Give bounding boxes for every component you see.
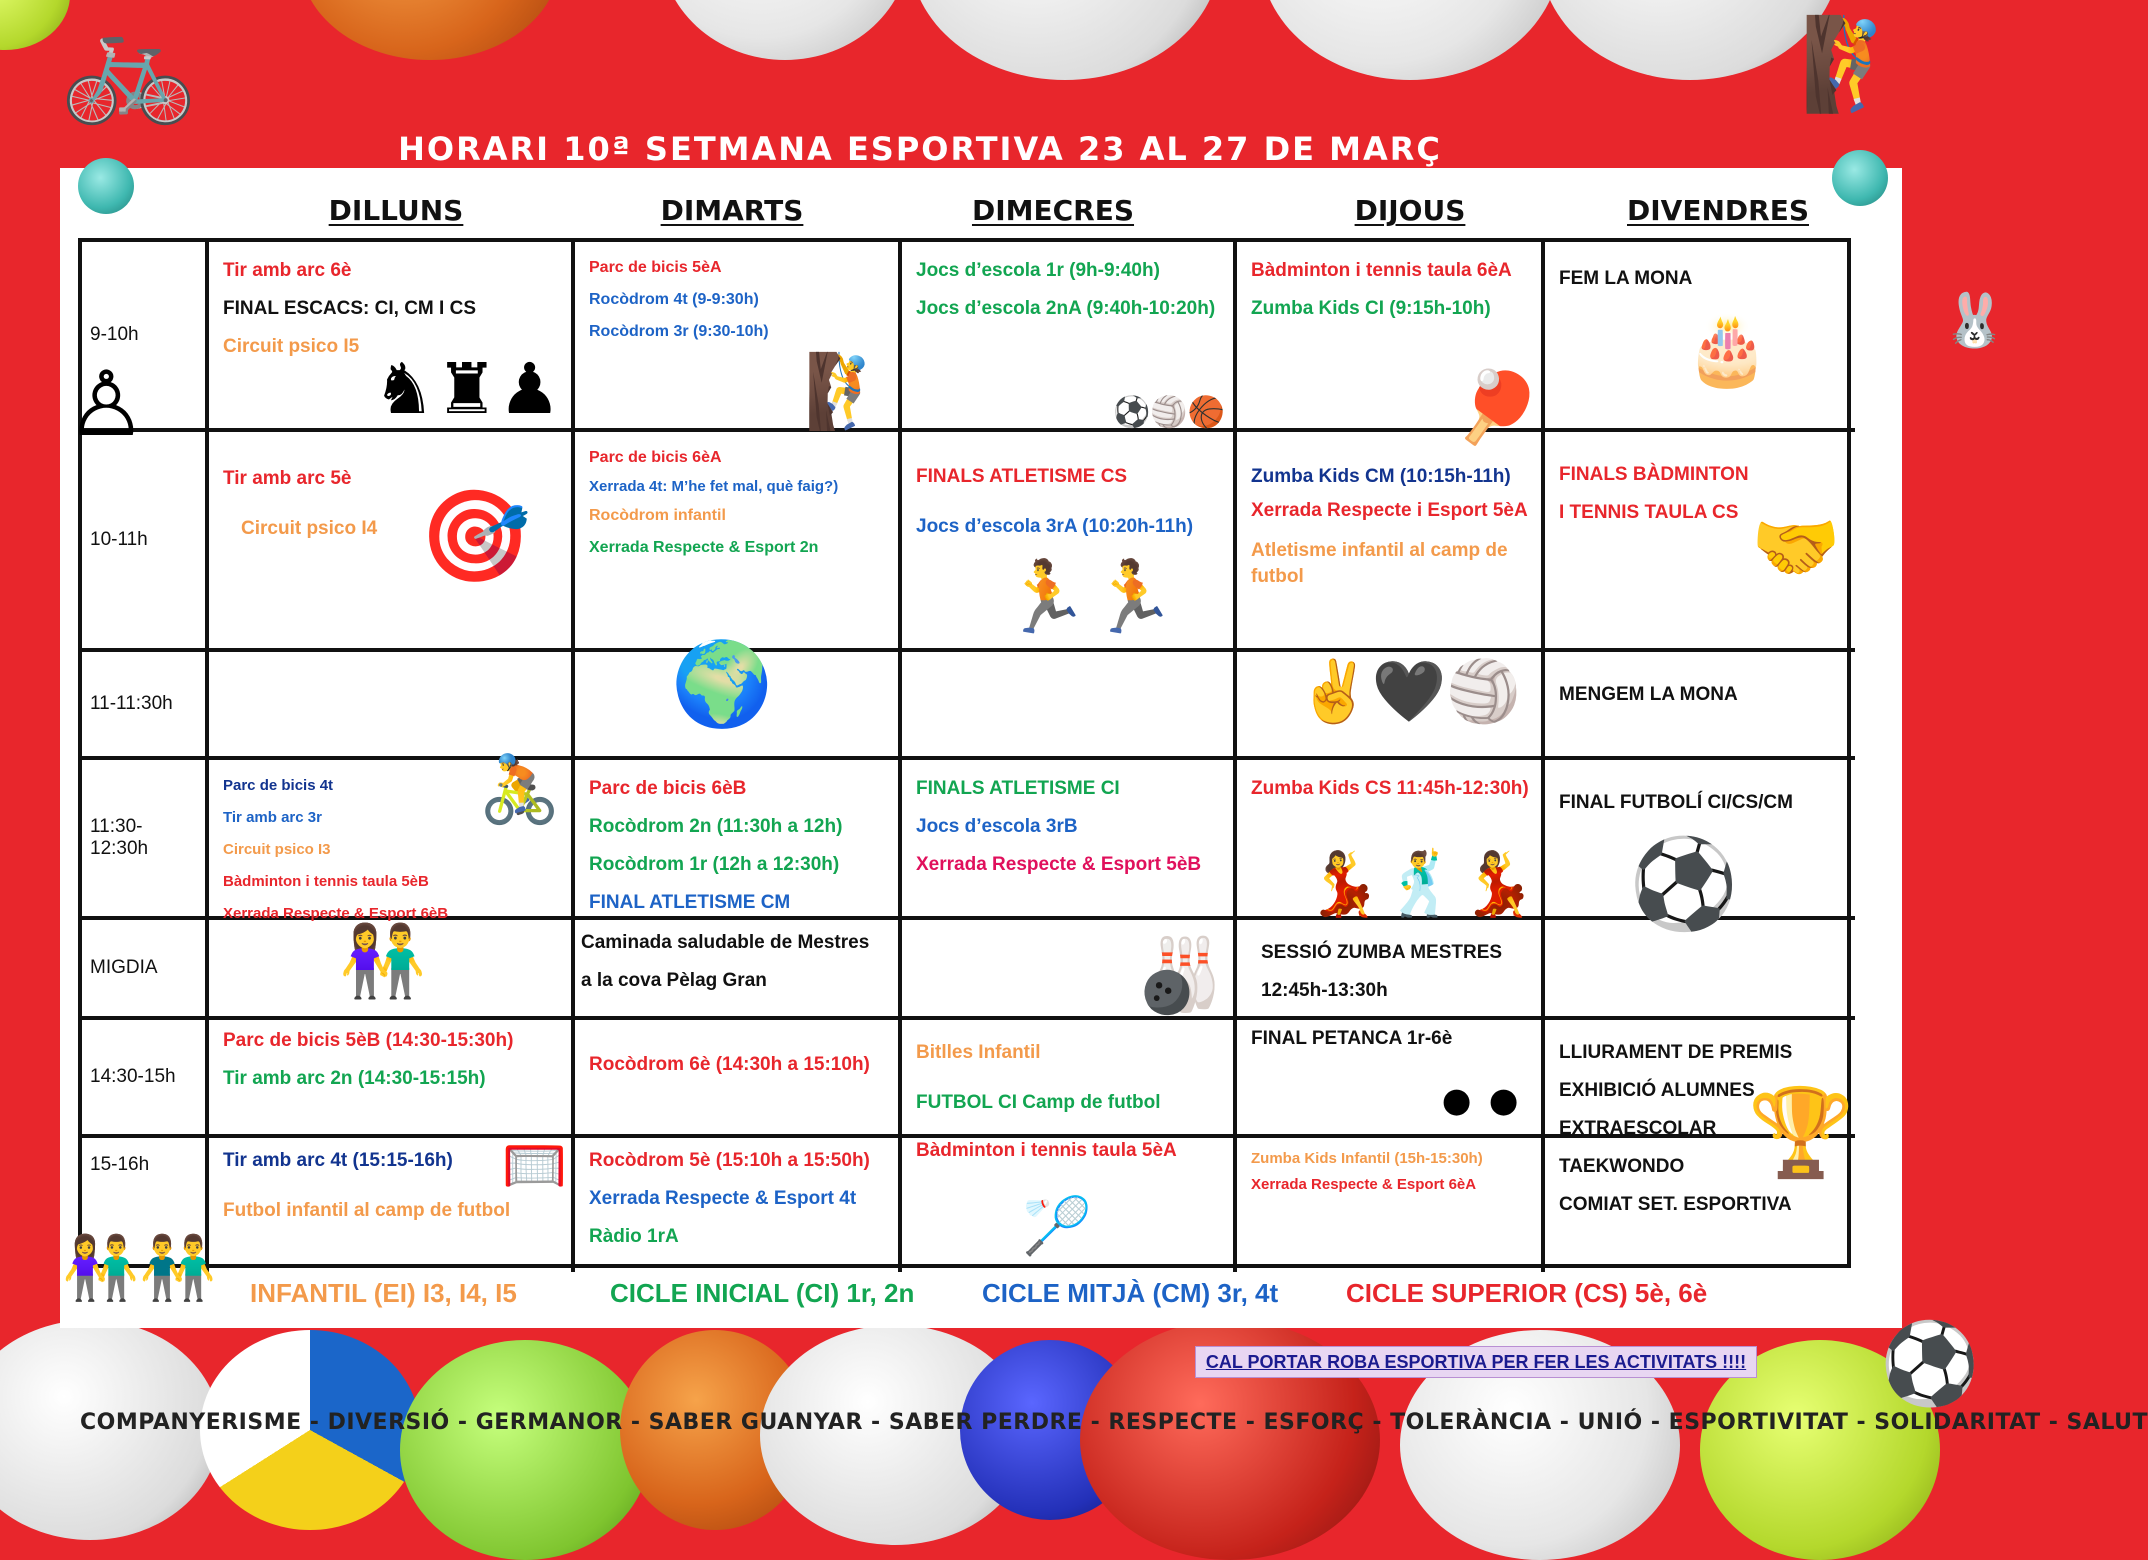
activity: Bàdminton i tennis taula 6èA	[1251, 260, 1512, 281]
activity: Rocòdrom 2n (11:30h a 12h)	[589, 816, 843, 837]
globe-hands-icon: 🌍	[671, 639, 774, 730]
activity: Tir amb arc 5è	[223, 468, 352, 489]
activity: EXHIBICIÓ ALUMNES	[1559, 1080, 1755, 1101]
cell-friday-10	[1545, 432, 1855, 652]
cycling-kids-icon: 🚲	[60, 3, 197, 126]
time-slot: 15-16h	[82, 1138, 209, 1272]
activity: Zumba Kids CS 11:45h-12:30h)	[1251, 778, 1529, 799]
bowling-icon: 🎳	[1135, 936, 1225, 1016]
legend	[250, 1278, 1810, 1318]
chess-icon: ♞♜♟	[372, 350, 561, 428]
activity: SESSIÓ ZUMBA MESTRES	[1261, 942, 1503, 963]
ping-pong-icon: 🏓	[1453, 368, 1541, 446]
activity: Xerrada Respecte & Esport 5èB	[916, 854, 1202, 875]
zumba-icon: 💃🕺💃	[1305, 850, 1537, 919]
cell-wednesday-11	[902, 652, 1237, 760]
time-slot: MIGDIA	[82, 920, 209, 1020]
goal-icon: 🥅	[502, 1137, 567, 1195]
cell-wednesday-15	[902, 1138, 1237, 1272]
activity: Futbol infantil al camp de futbol	[223, 1200, 511, 1221]
foosball-icon: ⚽	[1629, 834, 1739, 933]
baseball-decoration	[660, 0, 910, 60]
activity: Tir amb arc 2n (14:30-15:15h)	[223, 1068, 486, 1089]
activity: Xerrada Respecte i Esport 5èA	[1251, 500, 1528, 521]
activity: Bàdminton i tennis taula 5èA	[916, 1140, 1177, 1161]
cell-friday-9	[1545, 242, 1855, 432]
legend-cicle-superior: CICLE SUPERIOR (CS) 5è, 6è	[1346, 1278, 1708, 1308]
cell-thursday-1130	[1237, 760, 1545, 920]
activity: FINAL ATLETISME CM	[589, 892, 791, 913]
cell-thursday-10	[1237, 432, 1545, 652]
cell-wednesday-10	[902, 432, 1237, 652]
activity: Tir amb arc 6è	[223, 260, 352, 281]
cell-wednesday-9	[902, 242, 1237, 432]
cell-friday-1430	[1545, 1020, 1855, 1215]
activity: a la cova Pèlag Gran	[581, 970, 767, 991]
cycling-kids-icon: 🚴	[478, 752, 561, 826]
activity: Parc de bicis 4t	[223, 777, 334, 794]
cell-monday-migdia	[209, 920, 575, 1020]
cell-wednesday-1130	[902, 760, 1237, 920]
activity: I TENNIS TAULA CS	[1559, 502, 1739, 523]
activity: TAEKWONDO	[1559, 1156, 1685, 1177]
baseball-decoration	[1260, 0, 1560, 80]
cell-monday-1430	[209, 1020, 575, 1138]
cell-thursday-1430	[1237, 1020, 1545, 1138]
activity: 12:45h-13:30h	[1261, 980, 1388, 1001]
day-header-wednesday: DIMECRES	[971, 194, 1135, 227]
activity: Zumba Kids CM (10:15h-11h)	[1251, 466, 1511, 487]
cake-icon: 🎂	[1685, 312, 1770, 388]
climber-icon: 🧗	[1800, 15, 1913, 115]
cell-friday-migdia	[1545, 920, 1855, 1020]
cell-wednesday-migdia	[902, 920, 1237, 1020]
page-title: HORARI 10ª SETMANA ESPORTIVA 23 AL 27 DE MARÇ	[398, 130, 1442, 168]
chess-pawn-icon: ♙	[66, 355, 147, 455]
activity: FINALS BÀDMINTON	[1559, 464, 1749, 485]
activity: FINALS ATLETISME CI	[916, 778, 1120, 799]
cell-monday-9	[209, 242, 575, 432]
activity: FINAL PETANCA 1r-6è	[1251, 1028, 1453, 1049]
activity: Parc de bicis 6èA	[589, 449, 722, 466]
activity: Circuit psico I3	[223, 841, 331, 858]
activity: FUTBOL CI Camp de futbol	[916, 1092, 1161, 1113]
tennis-ball-decoration	[400, 1340, 650, 1560]
activity: Circuit psico I4	[241, 518, 378, 539]
volleyball-decoration	[910, 0, 1220, 80]
day-header-monday: DILLUNS	[328, 194, 464, 227]
time-slot: 11:30-12:30h	[82, 760, 209, 920]
kids-circle-icon: 👫👬	[62, 1234, 217, 1303]
day-header-tuesday: DIMARTS	[660, 194, 804, 227]
activity: FINAL ESCACS: CI, CM I CS	[223, 298, 476, 319]
cell-tuesday-15	[575, 1138, 902, 1272]
activity: FINAL FUTBOLÍ CI/CS/CM	[1559, 792, 1793, 813]
soccer-ball-splash-icon: ⚽	[1880, 1319, 1980, 1408]
activity: Xerrada Respecte & Esport 6èA	[1251, 1176, 1477, 1193]
notice-banner: CAL PORTAR ROBA ESPORTIVA PER FER LES ACTIVITATS !!!!	[1195, 1346, 1757, 1378]
cell-thursday-11	[1237, 652, 1545, 760]
friends-icon: 👫	[339, 922, 427, 1000]
cell-tuesday-1430	[575, 1020, 902, 1138]
cell-wednesday-1430	[902, 1020, 1237, 1138]
activity: Bitlles Infantil	[916, 1042, 1041, 1063]
activity: Caminada saludable de Mestres	[581, 932, 870, 953]
activity: Parc de bicis 5èA	[589, 259, 722, 276]
handshake-heart-icon: 🤝	[1751, 508, 1841, 588]
time-slot: 10-11h	[82, 432, 209, 652]
activity: Rocòdrom infantil	[589, 507, 726, 524]
activity: Jocs d’escola 3rA (10:20h-11h)	[916, 516, 1194, 537]
cell-monday-15	[209, 1138, 575, 1272]
activity: Atletisme infantil al camp de futbol	[1251, 540, 1508, 587]
legend-cicle-inicial: CICLE INICIAL (CI) 1r, 2n	[610, 1278, 915, 1308]
activity: Xerrada Respecte & Esport 4t	[589, 1188, 857, 1209]
activity: MENGEM LA MONA	[1559, 684, 1738, 705]
activity: Xerrada 4t: M’he fet mal, què faig?)	[589, 478, 839, 495]
peace-love-volley-icon: ✌️🖤🏐	[1297, 658, 1522, 725]
cell-tuesday-10	[575, 432, 902, 652]
cell-tuesday-migdia	[575, 920, 902, 1020]
day-header-thursday: DIJOUS	[1354, 194, 1466, 227]
activity: Parc de bicis 5èB (14:30-15:30h)	[223, 1030, 514, 1051]
activity: Parc de bicis 6èB	[589, 778, 747, 799]
activity: Rocòdrom 5è (15:10h a 15:50h)	[589, 1150, 870, 1171]
legend-infantil: INFANTIL (EI) I3, I4, I5	[250, 1278, 517, 1308]
schedule-table	[78, 238, 1855, 1268]
activity: Zumba Kids CI (9:15h-10h)	[1251, 298, 1491, 319]
cell-monday-1130	[209, 752, 575, 922]
trophy-icon: 🏆	[1747, 1085, 1855, 1181]
cell-friday-11	[1545, 652, 1855, 760]
badminton-icon: 🏸	[1022, 1194, 1092, 1257]
time-slot: 11-11:30h	[82, 652, 209, 760]
cell-thursday-15	[1237, 1138, 1545, 1272]
activity: Rocòdrom 1r (12h a 12:30h)	[589, 854, 840, 875]
cell-thursday-9	[1237, 242, 1545, 446]
time-slot: 14:30-15h	[82, 1020, 209, 1138]
activity: Rocòdrom 6è (14:30h a 15:10h)	[589, 1054, 870, 1075]
activity: Xerrada Respecte & Esport 6èB	[223, 905, 449, 922]
activity: LLIURAMENT DE PREMIS	[1559, 1042, 1793, 1063]
activity: FINALS ATLETISME CS	[916, 466, 1128, 487]
bunny-icon: 🐰	[1942, 292, 2007, 350]
cell-monday-11	[209, 652, 575, 760]
cell-friday-1130	[1545, 760, 1855, 933]
activity: Rocòdrom 4t (9-9:30h)	[589, 291, 759, 308]
activity: Bàdminton i tennis taula 5èB	[223, 873, 429, 890]
activity: COMIAT SET. ESPORTIVA	[1559, 1194, 1792, 1215]
activity: Ràdio 1rA	[589, 1226, 679, 1247]
cell-friday-15	[1545, 1138, 1855, 1272]
activity: Tir amb arc 3r	[223, 809, 322, 826]
values-banner: COMPANYERISME - DIVERSIÓ - GERMANOR - SABER GUANYAR - SABER PERDRE - RESPECTE - ESFORÇ - TOLERÀNCIA - UNIÓ - ESPORTIVITAT - SOLIDARITAT - SALUT	[80, 1410, 2148, 1435]
archery-target-icon: 🎯	[418, 487, 531, 587]
activity: Jocs d’escola 3rB	[916, 816, 1078, 837]
basketball-decoration	[300, 0, 560, 60]
legend-cicle-mitja: CICLE MITJÀ (CM) 3r, 4t	[982, 1278, 1279, 1308]
climbing-icon: 🧗	[804, 352, 894, 432]
petanque-icon: ⚫⚫	[1433, 1072, 1527, 1135]
activity: EXTRAESCOLAR	[1559, 1118, 1717, 1139]
activity: Zumba Kids Infantil (15h-15:30h)	[1251, 1150, 1483, 1167]
activity: Tir amb arc 4t (15:15-16h)	[223, 1150, 453, 1171]
day-header-friday: DIVENDRES	[1627, 194, 1809, 227]
cell-tuesday-9	[575, 242, 902, 432]
activity: Circuit psico I5	[223, 336, 360, 357]
cell-monday-10	[209, 432, 575, 652]
cell-tuesday-11	[575, 639, 902, 760]
cell-thursday-migdia	[1237, 920, 1545, 1020]
running-kids-icon: 🏃🏃	[1002, 558, 1177, 636]
activity: FEM LA MONA	[1559, 268, 1693, 289]
balls-icon: ⚽🏐🏀	[1112, 396, 1225, 429]
time-slot: 9-10h	[82, 242, 209, 432]
soccer-ball-decoration	[1540, 0, 1840, 80]
activity: Jocs d’escola 1r (9h-9:40h)	[916, 260, 1160, 281]
activity: Rocòdrom 3r (9:30-10h)	[589, 323, 769, 340]
cell-tuesday-1130	[575, 760, 902, 920]
activity: Xerrada Respecte & Esport 2n	[589, 539, 819, 556]
activity: Jocs d’escola 2nA (9:40h-10:20h)	[916, 298, 1216, 319]
